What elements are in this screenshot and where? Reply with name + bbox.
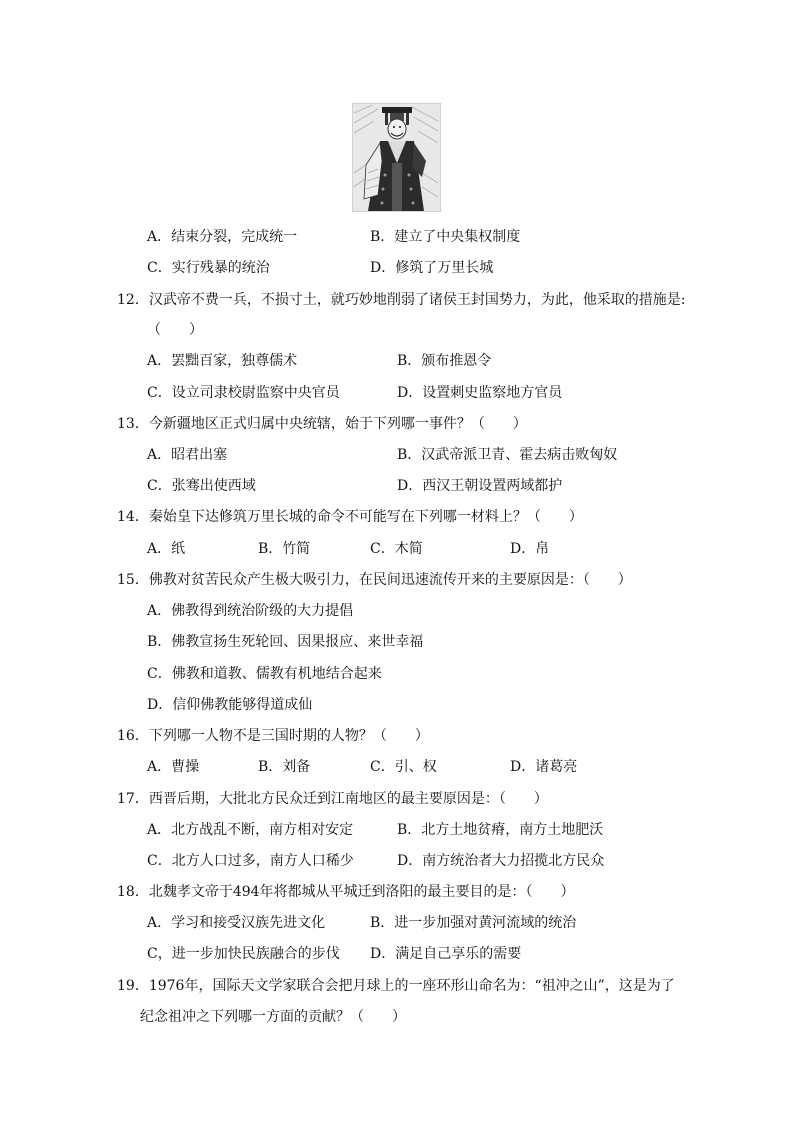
q11-option-c[interactable]: C．实行残暴的统治 — [147, 260, 270, 276]
q16-option-a[interactable]: A．曹操 — [147, 759, 200, 775]
q16-stem: 16．下列哪一人物不是三国时期的人物？（ ） — [117, 728, 429, 744]
q17-option-c[interactable]: C．北方人口过多，南方人口稀少 — [147, 853, 354, 869]
q14-option-a[interactable]: A．纸 — [147, 541, 186, 557]
q12-option-c[interactable]: C．设立司隶校尉监察中央官员 — [147, 385, 340, 401]
q12-stem: 12．汉武帝不费一兵，不损寸土，就巧妙地削弱了诸侯王封国势力，为此，他采取的措施是: — [117, 292, 686, 308]
q17-option-d[interactable]: D．南方统治者大力招揽北方民众 — [397, 853, 605, 869]
q18-option-d[interactable]: D．满足自己享乐的需要 — [370, 946, 522, 962]
q16-option-b[interactable]: B．刘备 — [258, 759, 311, 775]
q17-stem: 17．西晋后期，大批北方民众迁到江南地区的最主要原因是：（ ） — [117, 791, 548, 807]
q12-option-b[interactable]: B．颁布推恩令 — [397, 353, 492, 369]
q11-option-b[interactable]: B．建立了中央集权制度 — [370, 229, 521, 245]
q14-stem: 14．秦始皇下达修筑万里长城的命令不可能写在下列哪一材料上？（ ） — [117, 509, 583, 525]
q14-option-c[interactable]: C．木简 — [370, 541, 423, 557]
q15-option-a[interactable]: A．佛教得到统治阶级的大力提倡 — [147, 603, 354, 619]
q13-option-c[interactable]: C．张骞出使西域 — [147, 478, 256, 494]
q16-option-d[interactable]: D．诸葛亮 — [510, 759, 578, 775]
q19-stem: 19．1976年，国际天文学家联合会把月球上的一座环形山命名为：“祖冲之山”，这是为了 — [117, 978, 675, 994]
q15-option-b[interactable]: B．佛教宣扬生死轮回、因果报应、来世幸福 — [147, 634, 424, 650]
q18-option-a[interactable]: A．学习和接受汉族先进文化 — [147, 915, 326, 931]
q16-option-c[interactable]: C．引、权 — [370, 759, 437, 775]
q15-stem: 15．佛教对贫苦民众产生极大吸引力，在民间迅速流传开来的主要原因是：（ ） — [117, 572, 632, 588]
q15-option-d[interactable]: D．信仰佛教能够得道成仙 — [147, 697, 313, 713]
q14-option-b[interactable]: B．竹简 — [258, 541, 311, 557]
q18-stem: 18．北魏孝文帝于494年将都城从平城迁到洛阳的最主要目的是：（ ） — [117, 884, 575, 900]
q11-option-d[interactable]: D．修筑了万里长城 — [370, 260, 494, 276]
q13-option-d[interactable]: D．西汉王朝设置两域都护 — [397, 478, 563, 494]
q13-option-a[interactable]: A．昭君出塞 — [147, 447, 228, 463]
q13-stem: 13．今新疆地区正式归属中央统辖，始于下列哪一事件？（ ） — [117, 416, 527, 432]
q17-option-b[interactable]: B．北方土地贫瘠，南方土地肥沃 — [397, 822, 604, 838]
q19-stem-continued: 纪念祖冲之下列哪一方面的贡献？（ ） — [140, 1009, 406, 1025]
q18-option-c[interactable]: C，进一步加快民族融合的步伐 — [147, 946, 340, 962]
emperor-portrait-icon — [352, 103, 441, 212]
q12-option-d[interactable]: D．设置刺史监察地方官员 — [397, 385, 563, 401]
q12-option-a[interactable]: A．罢黜百家，独尊儒术 — [147, 353, 298, 369]
q17-option-a[interactable]: A．北方战乱不断，南方相对安定 — [147, 822, 354, 838]
q12-answer-blank: （ ） — [147, 322, 203, 338]
q15-option-c[interactable]: C．佛教和道教、儒教有机地结合起来 — [147, 666, 382, 682]
q18-option-b[interactable]: B．进一步加强对黄河流域的统治 — [370, 915, 577, 931]
q11-option-a[interactable]: A．结束分裂，完成统一 — [147, 229, 298, 245]
q14-option-d[interactable]: D．帛 — [510, 541, 550, 557]
q13-option-b[interactable]: B．汉武帝派卫青、霍去病击败匈奴 — [397, 447, 618, 463]
